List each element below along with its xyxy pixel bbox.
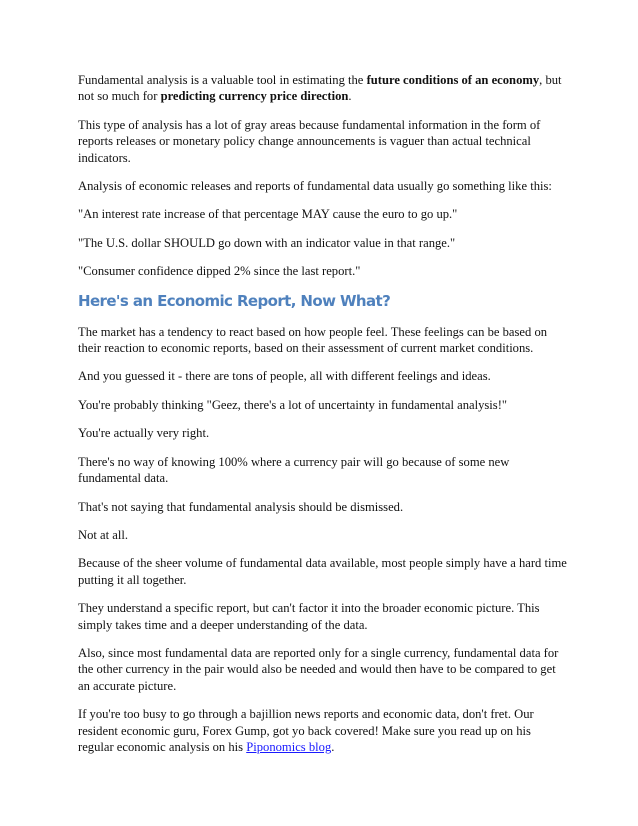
busy-text: If you're too busy to go through a bajillion news reports and economic data, don't fret. Our resident economic guru, Forex Gump, got yo back covered! Make sure you read up on his regular economic analysis on his (78, 707, 534, 754)
intro-text-1: Fundamental analysis is a valuable tool in estimating the (78, 73, 367, 87)
intro-text-3: . (348, 89, 352, 104)
quote-interest-rate: "An interest rate increase of that percentage MAY cause the euro to go up." (78, 207, 458, 222)
quote-consumer-confidence: "Consumer confidence dipped 2% since the last report." (78, 264, 361, 279)
intro-bold-1: future conditions of an economy (366, 73, 540, 87)
paragraph-guessed: And you guessed it - there are tons of people, all with different feelings and ideas. (78, 369, 491, 384)
paragraph-intro (78, 72, 568, 105)
paragraph-also: Also, since most fundamental data are reported only for a single currency, fundamental data for the other currency in the pair would also be needed and would then have to be compared to get an accurate picture. (78, 645, 559, 693)
paragraph-market-react: The market has a tendency to react based on how people feel. These feelings can be based on their reaction to economic reports, based on their assessment of current market conditions. (78, 324, 548, 356)
intro-text-2: , but not so much for (78, 73, 562, 104)
quote-us-dollar: "The U.S. dollar SHOULD go down with an indicator value in that range." (78, 235, 456, 250)
paragraph-busy (78, 706, 568, 755)
paragraph-gray-areas: This type of analysis has a lot of gray areas because fundamental information in the form of reports releases or monetary policy change announcements is vaguer than actual technical indicators. (78, 117, 541, 165)
piponomics-blog-link[interactable]: Piponomics blog (246, 739, 332, 754)
section-heading: Here's an Economic Report, Now What? (78, 291, 391, 310)
paragraph-no-way: There's no way of knowing 100% where a currency pair will go because of some new fundamental data. (78, 454, 510, 486)
paragraph-thinking: You're probably thinking "Geez, there's a lot of uncertainty in fundamental analysis!" (78, 397, 508, 412)
paragraph-not-at-all: Not at all. (78, 527, 129, 542)
paragraph-understand: They understand a specific report, but can't factor it into the broader economic picture. This simply takes time and a deeper understanding of the data. (78, 601, 540, 632)
paragraph-not-dismissed: That's not saying that fundamental analysis should be dismissed. (78, 499, 404, 514)
paragraph-sheer-volume: Because of the sheer volume of fundamental data available, most people simply have a hard time putting it all together. (78, 556, 567, 587)
document-page (78, 72, 568, 767)
paragraph-right: You're actually very right. (78, 426, 210, 441)
paragraph-analysis: Analysis of economic releases and reports of fundamental data usually go something like this: (78, 179, 552, 194)
intro-bold-2: predicting currency price direction (160, 89, 349, 104)
busy-text-end: . (331, 739, 335, 754)
